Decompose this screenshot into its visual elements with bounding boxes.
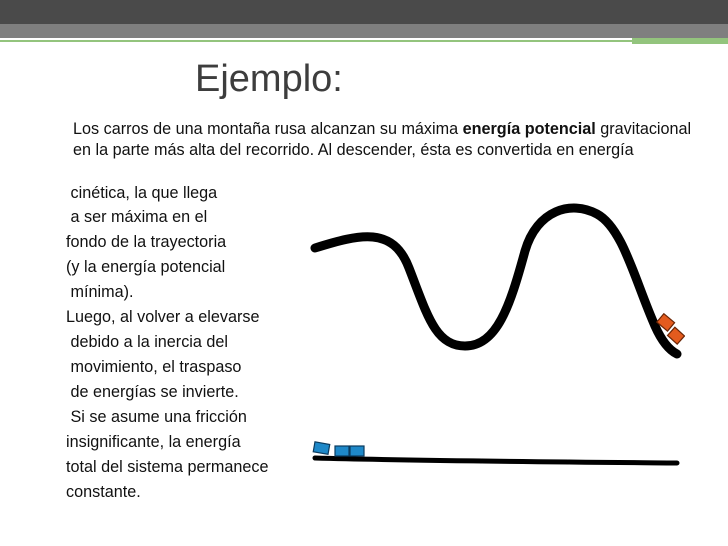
body-line: mínima).: [66, 283, 134, 301]
body-line: movimiento, el traspaso: [66, 358, 242, 376]
header-band-light: [0, 24, 728, 38]
body-line: Si se asume una fricción: [66, 408, 247, 426]
slide-title: Ejemplo:: [195, 58, 343, 100]
coaster-track: [315, 208, 677, 354]
body-line: (y la energía potencial: [66, 258, 226, 276]
body-line: constante.: [66, 483, 141, 501]
blue-cart: [350, 446, 364, 456]
roller-coaster-illustration: [305, 196, 685, 476]
blue-cart: [313, 442, 330, 454]
intro-paragraph: [73, 119, 693, 160]
intro-bold-term: energía potencial: [462, 120, 596, 138]
intro-text-1: Los carros de una montaña rusa alcanzan su máxima: [73, 120, 463, 138]
intro-text-2: gravitacional en la parte más alta del recorrido. Al descender, ésta es convertida en energía: [73, 120, 692, 159]
ground-track: [315, 458, 677, 463]
body-line: fondo de la trayectoria: [66, 233, 227, 251]
body-line: debido a la inercia del: [66, 333, 228, 351]
body-line: total del sistema permanece: [66, 458, 269, 476]
body-line: cinética, la que llega: [66, 184, 218, 202]
accent-line: [0, 40, 728, 42]
body-line: de energías se invierte.: [66, 383, 239, 401]
accent-tab: [632, 38, 728, 44]
orange-cart: [668, 327, 685, 344]
body-line: Luego, al volver a elevarse: [66, 308, 260, 326]
blue-cart: [335, 446, 349, 456]
accent-bar: [0, 38, 728, 44]
body-line: insignificante, la energía: [66, 433, 241, 451]
header-band-dark: [0, 0, 728, 24]
body-line: a ser máxima en el: [66, 208, 208, 226]
